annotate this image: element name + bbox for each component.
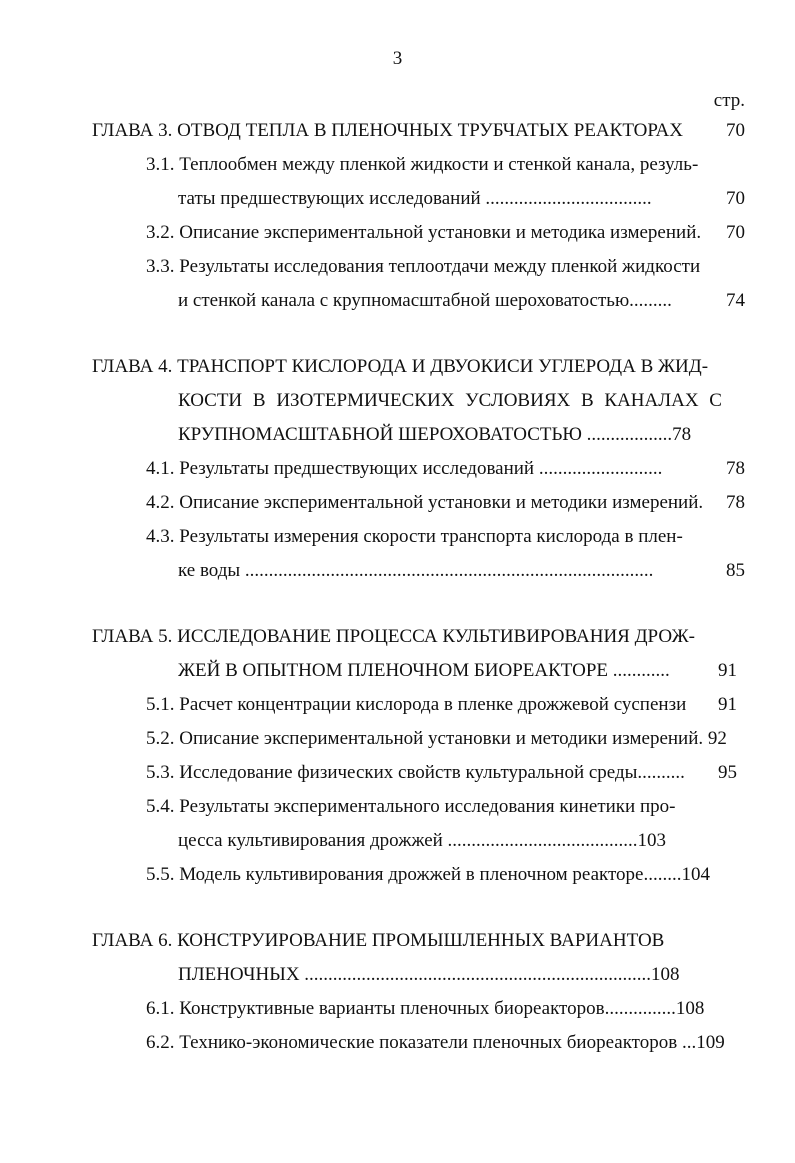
toc-section-5-3-page: 95 [718, 762, 737, 783]
toc-chapter-6-title-line-2: ПЛЕНОЧНЫХ .........................................................................108 [178, 964, 680, 985]
toc-section-6-2: 6.2. Технико-экономические показатели пленочных биореакторов ...109 [146, 1032, 725, 1053]
toc-section-5-1-page: 91 [718, 694, 737, 715]
pages-column-label: стр. [713, 90, 745, 111]
toc-section-4-2: 4.2. Описание экспериментальной установки и методики измерений. [146, 492, 704, 513]
toc-chapter-5-title-page: 91 [718, 660, 737, 681]
toc-section-5-3: 5.3. Исследование физических свойств культуральной среды.......... [146, 762, 685, 783]
toc-section-5-4-line-1: 5.4. Результаты экспериментального исследования кинетики про- [146, 796, 676, 817]
toc-section-3-2: 3.2. Описание экспериментальной установки и методика измерений. [146, 222, 702, 243]
toc-section-4-2-page: 78 [726, 492, 745, 513]
toc-section-4-1-page: 78 [726, 458, 745, 479]
toc-section-6-1: 6.1. Конструктивные варианты пленочных биореакторов...............108 [146, 998, 705, 1019]
toc-section-5-1: 5.1. Расчет концентрации кислорода в пленке дрожжевой суспензи [146, 694, 687, 715]
toc-section-3-1-line-1: 3.1. Теплообмен между пленкой жидкости и стенкой канала, резуль- [146, 154, 699, 175]
toc-section-4-3-line-2: ке воды ...................................................................................... [178, 560, 654, 581]
toc-chapter-3-title: ГЛАВА 3. ОТВОД ТЕПЛА В ПЛЕНОЧНЫХ ТРУБЧАТЫХ РЕАКТОРАХ [92, 120, 683, 141]
page-number: 3 [392, 48, 403, 69]
toc-section-4-3-page: 85 [726, 560, 745, 581]
toc-section-3-3-line-2: и стенкой канала с крупномасштабной шероховатостью......... [178, 290, 672, 311]
toc-chapter-5-title-line-2: ЖЕЙ В ОПЫТНОМ ПЛЕНОЧНОМ БИОРЕАКТОРЕ ............ [178, 660, 670, 681]
toc-chapter-4-title-line-1: ГЛАВА 4. ТРАНСПОРТ КИСЛОРОДА И ДВУОКИСИ УГЛЕРОДА В ЖИД- [92, 356, 709, 377]
toc-section-4-1: 4.1. Результаты предшествующих исследований .......................... [146, 458, 663, 479]
toc-section-3-1-line-2: таты предшествующих исследований ................................... [178, 188, 652, 209]
toc-section-3-2-page: 70 [726, 222, 745, 243]
toc-section-4-3-line-1: 4.3. Результаты измерения скорости транспорта кислорода в плен- [146, 526, 683, 547]
toc-chapter-4-title-line-3: КРУПНОМАСШТАБНОЙ ШЕРОХОВАТОСТЬЮ ..................78 [178, 424, 692, 445]
toc-chapter-5-title-line-1: ГЛАВА 5. ИССЛЕДОВАНИЕ ПРОЦЕССА КУЛЬТИВИРОВАНИЯ ДРОЖ- [92, 626, 695, 647]
toc-section-5-2: 5.2. Описание экспериментальной установки и методики измерений. 92 [146, 728, 727, 749]
toc-chapter-4-title-line-2: КОСТИ В ИЗОТЕРМИЧЕСКИХ УСЛОВИЯХ В КАНАЛАХ С [178, 390, 722, 411]
toc-section-3-1-page: 70 [726, 188, 745, 209]
toc-chapter-3-page: 70 [726, 120, 745, 141]
toc-section-5-4-line-2: цесса культивирования дрожжей ........................................103 [178, 830, 667, 851]
toc-section-3-3-line-1: 3.3. Результаты исследования теплоотдачи между пленкой жидкости [146, 256, 701, 277]
toc-chapter-6-title-line-1: ГЛАВА 6. КОНСТРУИРОВАНИЕ ПРОМЫШЛЕННЫХ ВАРИАНТОВ [92, 930, 665, 951]
toc-section-5-5: 5.5. Модель культивирования дрожжей в пленочном реакторе........104 [146, 864, 710, 885]
toc-section-3-3-page: 74 [726, 290, 745, 311]
